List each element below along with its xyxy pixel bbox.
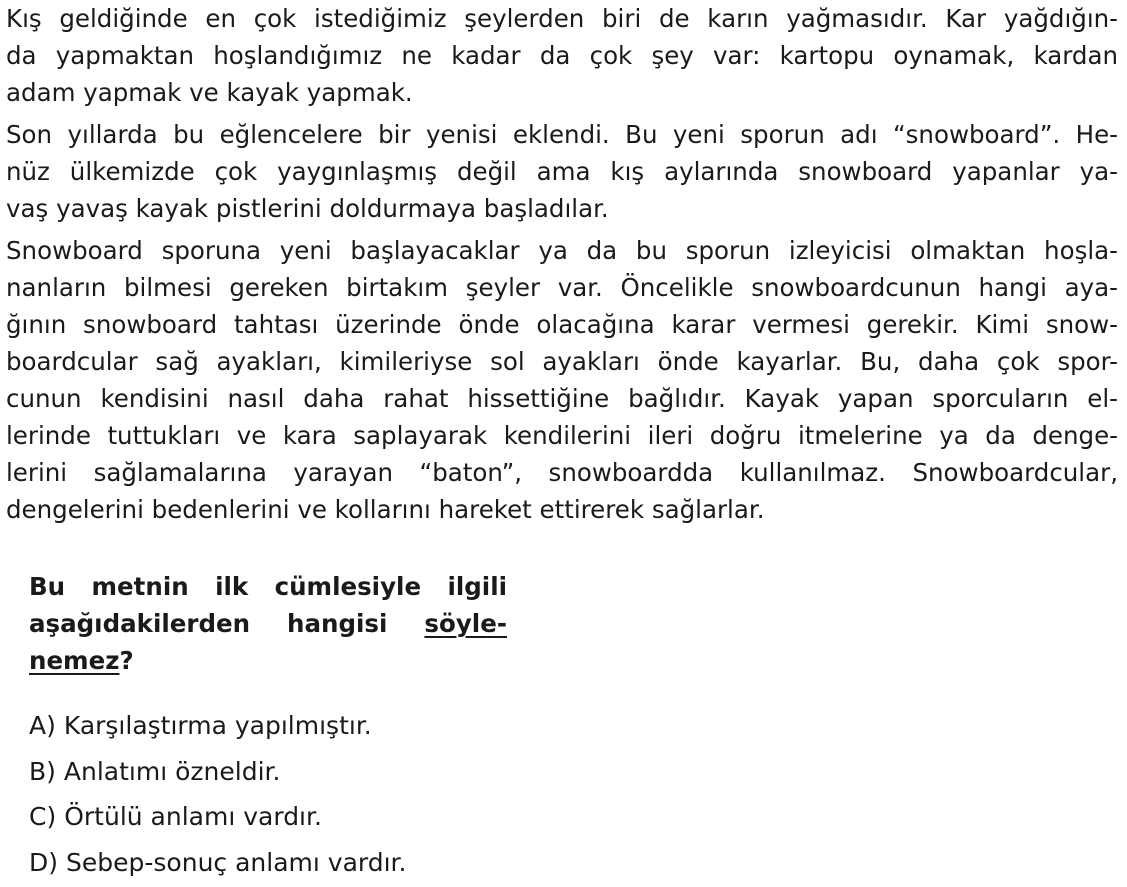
option-text: Anlatımı özneldir. bbox=[63, 756, 281, 786]
text-line: nüz ülkemizde çok yaygınlaşmış değil ama kış aylarında snowboard yapanlar ya- bbox=[6, 157, 1118, 186]
option-b[interactable] bbox=[29, 749, 406, 795]
option-text: Örtülü anlamı vardır. bbox=[64, 802, 322, 831]
paragraph-2 bbox=[6, 116, 1121, 227]
option-letter: D) bbox=[29, 847, 59, 877]
text-line: adam yapmak ve kayak yapmak. bbox=[6, 78, 413, 107]
question-stem bbox=[29, 568, 529, 679]
option-letter: C) bbox=[29, 802, 57, 831]
question-mark: ? bbox=[119, 646, 134, 675]
text-line: nanların bilmesi gereken birtakım şeyler var. Öncelikle snowboardcunun hangi aya- bbox=[6, 273, 1118, 302]
option-d[interactable] bbox=[29, 840, 406, 886]
option-text: Sebep-sonuç anlamı vardır. bbox=[66, 847, 407, 877]
option-letter: A) bbox=[29, 711, 56, 740]
question-line-2 bbox=[29, 605, 507, 642]
text-line: dengelerini bedenlerini ve kollarını hareket ettirerek sağlarlar. bbox=[6, 495, 765, 524]
underlined-word: söyle- bbox=[424, 609, 507, 638]
option-c[interactable] bbox=[29, 794, 406, 840]
text-line: vaş yavaş kayak pistlerini doldurmaya başladılar. bbox=[6, 194, 609, 223]
paragraph-3 bbox=[6, 232, 1121, 528]
option-text: Karşılaştırma yapılmıştır. bbox=[63, 711, 372, 740]
text-line: boardcular sağ ayakları, kimileriyse sol ayakları önde kayarlar. Bu, daha çok spor- bbox=[6, 347, 1118, 376]
text-line: da yapmaktan hoşlandığımız ne kadar da çok şey var: kartopu oynamak, kardan bbox=[6, 41, 1118, 70]
text-line: lerinde tuttukları ve kara saplayarak kendilerini ileri doğru itmelerine ya da denge- bbox=[6, 421, 1118, 450]
reading-passage bbox=[6, 0, 1121, 533]
text-line: cunun kendisini nasıl daha rahat hissettiğine bağlıdır. Kayak yapan sporcuların el- bbox=[6, 384, 1118, 413]
question-line-3 bbox=[29, 642, 529, 679]
option-a[interactable] bbox=[29, 703, 406, 749]
question-line-1: Bu metnin ilk cümlesiyle ilgili bbox=[29, 572, 507, 601]
text-line: lerini sağlamalarına yarayan “baton”, snowboardda kullanılmaz. Snowboardcular, bbox=[6, 458, 1118, 487]
question-line-2-text: aşağıdakilerden hangisi bbox=[29, 609, 425, 638]
answer-options bbox=[29, 703, 406, 885]
text-line: Son yıllarda bu eğlencelere bir yenisi eklendi. Bu yeni sporun adı “snowboard”. He- bbox=[6, 120, 1118, 149]
underlined-word: nemez bbox=[29, 646, 120, 675]
text-line: Snowboard sporuna yeni başlayacaklar ya da bu sporun izleyicisi olmaktan hoşla- bbox=[6, 236, 1118, 265]
text-line: Kış geldiğinde en çok istediğimiz şeylerden biri de karın yağmasıdır. Kar yağdığın- bbox=[6, 4, 1118, 33]
paragraph-1 bbox=[6, 0, 1121, 111]
text-line: ğının snowboard tahtası üzerinde önde olacağına karar vermesi gerekir. Kimi snow- bbox=[6, 310, 1118, 339]
option-letter: B) bbox=[29, 756, 56, 786]
